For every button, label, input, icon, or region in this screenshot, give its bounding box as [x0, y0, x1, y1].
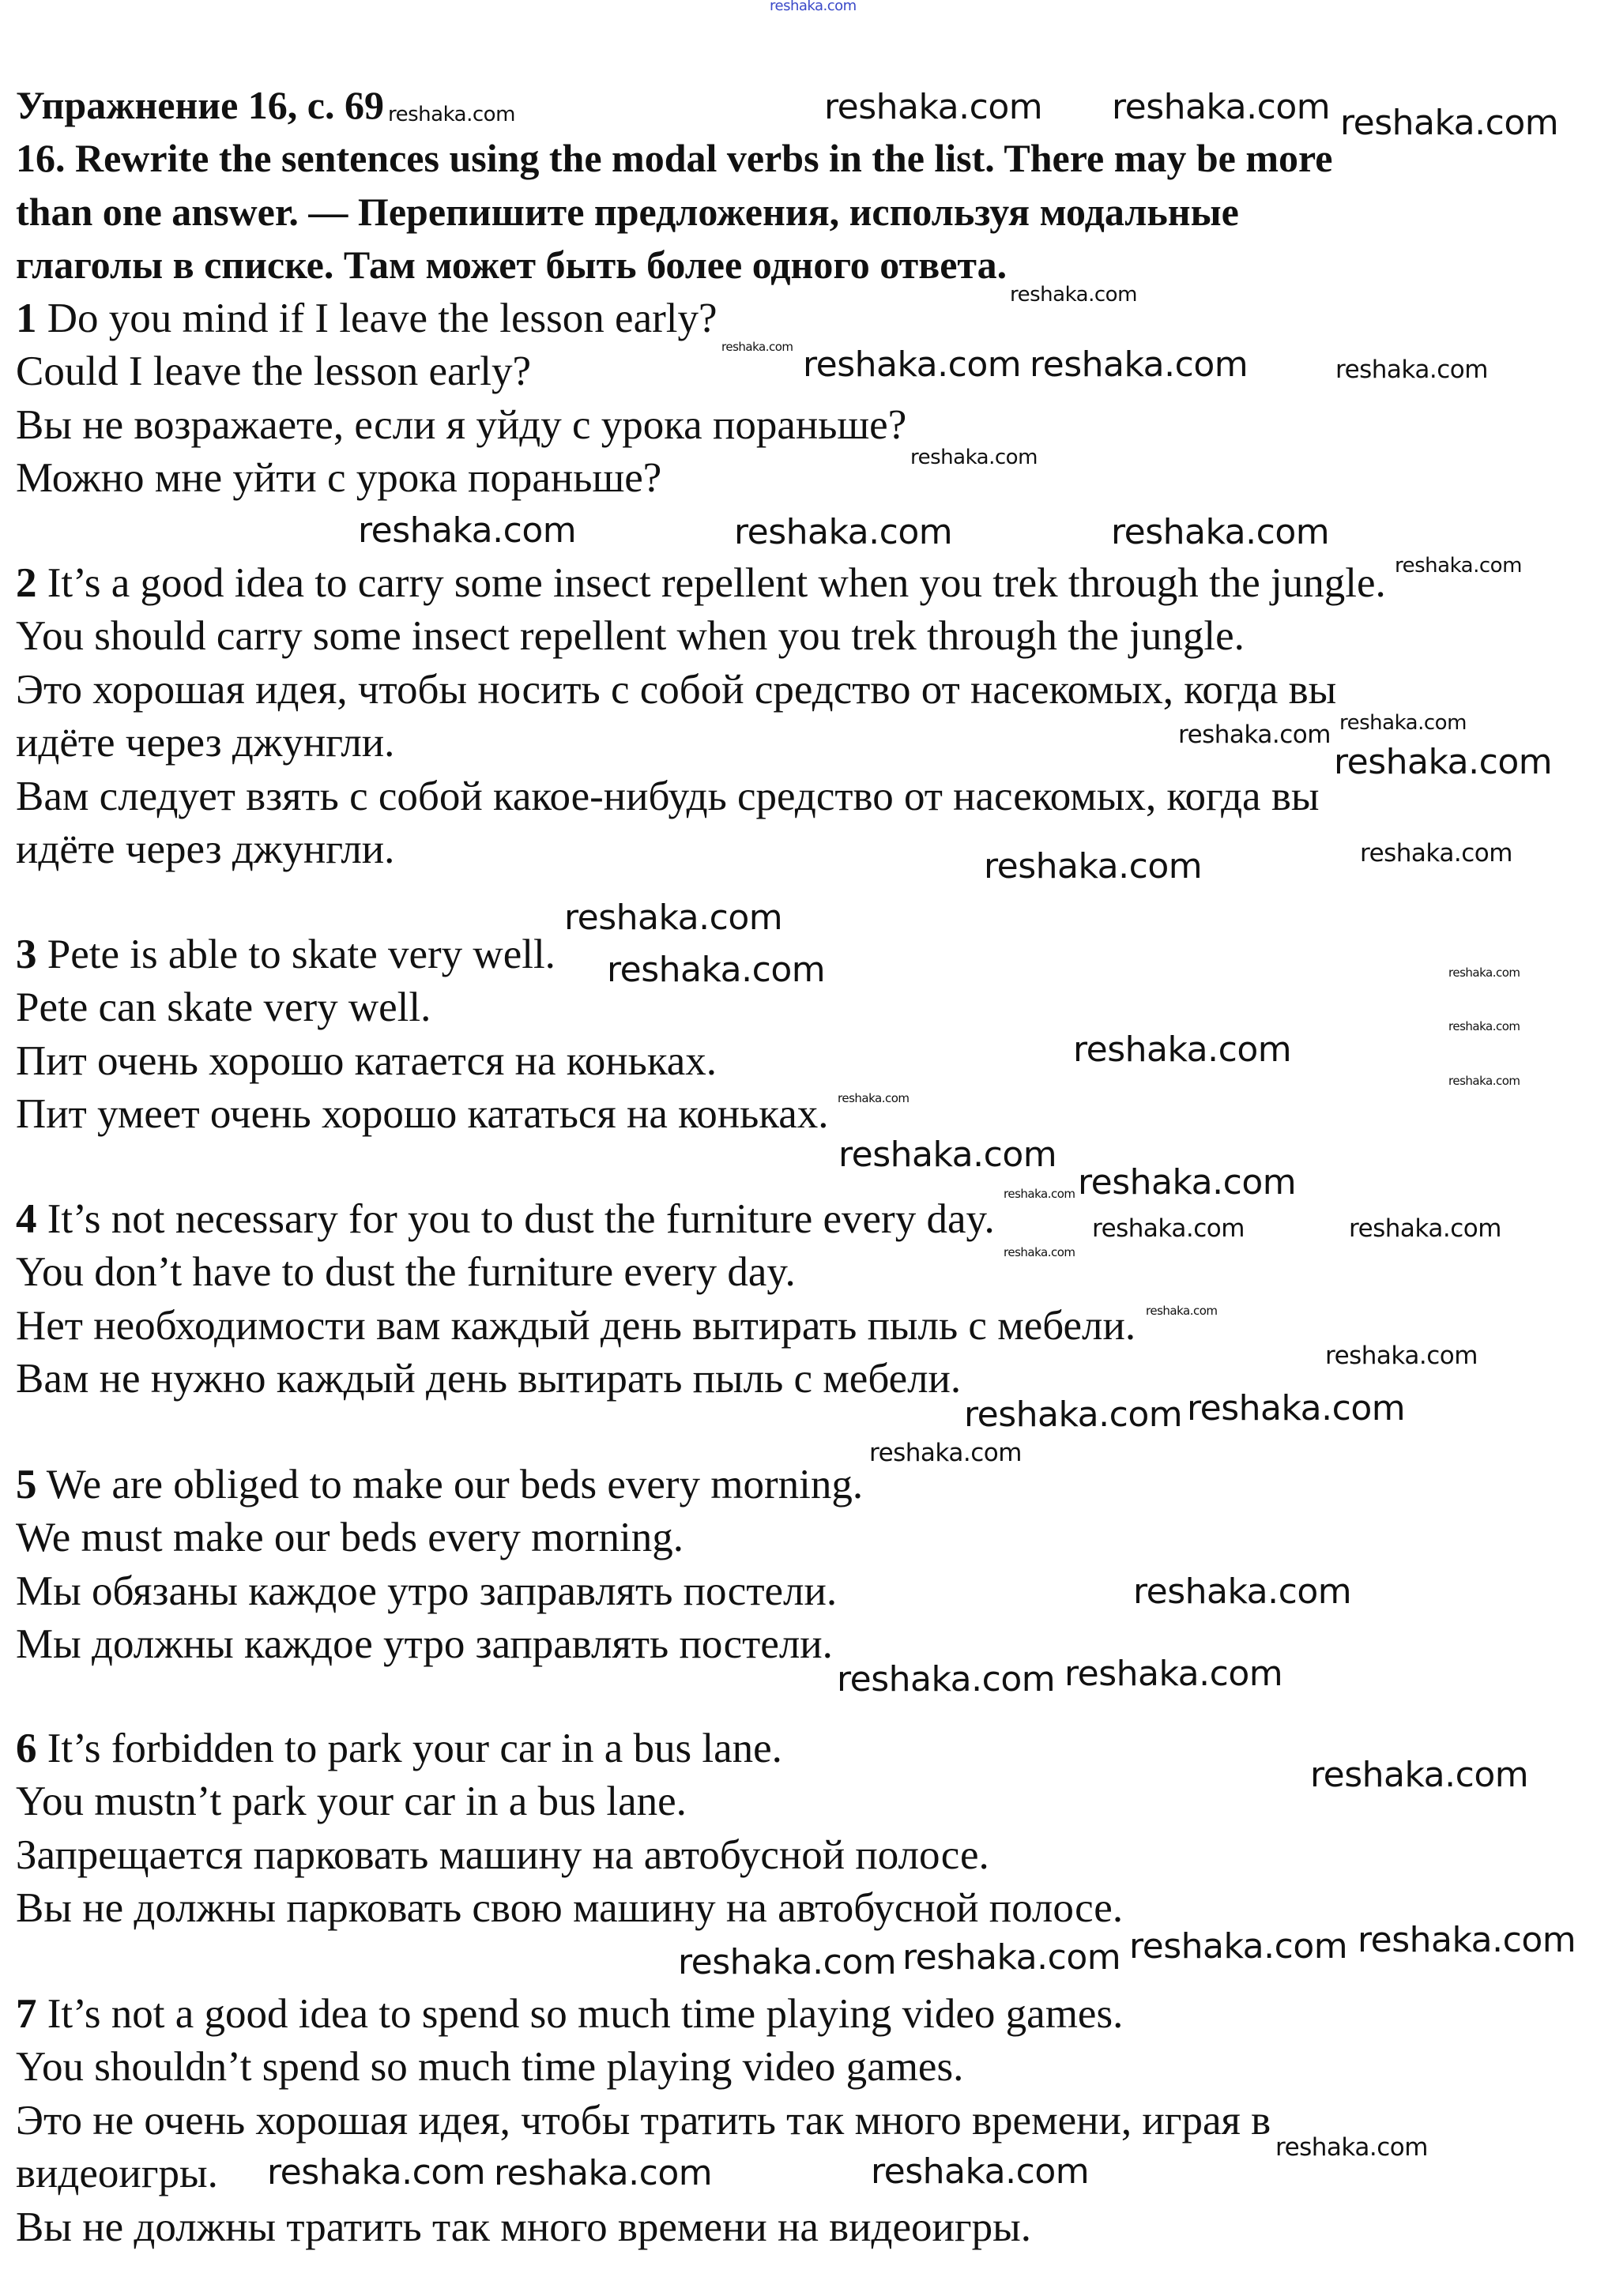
- watermark: reshaka.com: [871, 2151, 1090, 2192]
- item-answer-line: Вы не должны тратить так много времени на видеоигры.: [16, 2204, 1031, 2250]
- item-answer-line: You mustn’t park your car in a bus lane.: [16, 1778, 687, 1825]
- watermark: reshaka.com: [838, 1091, 910, 1105]
- item-number: 7: [16, 1991, 37, 2037]
- watermark: reshaka.com: [964, 1395, 1183, 1435]
- item-answer-line: видеоигры.: [16, 2151, 218, 2197]
- item-sentence: [16, 557, 1386, 610]
- watermark: reshaka.com: [1334, 742, 1553, 782]
- watermark: reshaka.com: [1178, 721, 1331, 749]
- task-line: than one answer. — Перепишите предложения, используя модальные: [16, 189, 1239, 234]
- item-number: 2: [16, 560, 37, 606]
- watermark: reshaka.com: [1064, 1654, 1283, 1694]
- item-sentence: [16, 1193, 995, 1246]
- item-answer-line: You should carry some insect repellent when you trek through the jungle.: [16, 613, 1245, 660]
- watermark: reshaka.com: [1129, 1926, 1348, 1967]
- item-number: 3: [16, 932, 37, 977]
- watermark: reshaka.com: [824, 87, 1043, 127]
- item-sentence: [16, 928, 556, 981]
- item-answer-line: Pete can skate very well.: [16, 984, 431, 1031]
- watermark: reshaka.com: [1187, 1388, 1406, 1428]
- watermark: reshaka.com: [1358, 1920, 1576, 1960]
- item-answer-line: Вы не возражаете, если я уйду с урока пораньше?: [16, 401, 907, 448]
- item-text: We are obliged to make our beds every morning.: [36, 1462, 864, 1507]
- watermark: reshaka.com: [910, 446, 1038, 469]
- watermark: reshaka.com: [838, 1135, 1057, 1175]
- watermark: reshaka.com: [734, 512, 953, 552]
- item-answer-line: You don’t have to dust the furniture every day.: [16, 1249, 796, 1296]
- watermark: reshaka.com: [1112, 87, 1331, 127]
- watermark: reshaka.com: [721, 340, 793, 354]
- item-number: 1: [16, 295, 37, 341]
- watermark: reshaka.com: [388, 103, 515, 126]
- watermark: reshaka.com: [678, 1942, 897, 1982]
- item-answer-line: Это хорошая идея, чтобы носить с собой средство от насекомых, когда вы: [16, 666, 1337, 713]
- watermark: reshaka.com: [1310, 1755, 1529, 1795]
- watermark: reshaka.com: [1004, 1245, 1075, 1259]
- watermark: reshaka.com: [1448, 965, 1520, 980]
- watermark: reshaka.com: [1092, 1214, 1245, 1243]
- watermark: reshaka.com: [837, 1659, 1056, 1699]
- item-sentence: [16, 1722, 782, 1775]
- watermark: reshaka.com: [770, 0, 857, 14]
- watermark: reshaka.com: [1078, 1162, 1297, 1203]
- watermark: reshaka.com: [267, 2152, 486, 2192]
- item-answer-line: Нет необходимости вам каждый день вытирать пыль с мебели.: [16, 1302, 1136, 1349]
- exercise-item: [16, 1459, 1596, 1672]
- watermark: reshaka.com: [1111, 512, 1330, 552]
- task-line: глаголы в списке. Там может быть более одного ответа.: [16, 243, 1008, 288]
- watermark: reshaka.com: [1030, 344, 1249, 385]
- item-sentence: [16, 1459, 863, 1511]
- exercise-title: Упражнение 16, с. 69: [16, 83, 384, 127]
- item-answer-line: Вам не нужно каждый день вытирать пыль с мебели.: [16, 1356, 962, 1402]
- item-number: 4: [16, 1196, 37, 1242]
- item-answer-line: Пит умеет очень хорошо кататься на коньках.: [16, 1091, 829, 1138]
- item-answer-line: Вам следует взять с собой какое-нибудь средство от насекомых, когда вы: [16, 773, 1320, 819]
- item-answer-line: Пит очень хорошо катается на коньках.: [16, 1037, 717, 1084]
- item-text: It’s not necessary for you to dust the furniture every day.: [36, 1196, 995, 1242]
- item-answer-line: Мы обязаны каждое утро заправлять постели.: [16, 1568, 838, 1614]
- item-answer-line: Запрещается парковать машину на автобусной полосе.: [16, 1831, 989, 1878]
- watermark: reshaka.com: [869, 1439, 1022, 1467]
- item-answer-line: You shouldn’t spend so much time playing video games.: [16, 2044, 964, 2091]
- item-number: 6: [16, 1726, 37, 1771]
- item-sentence: [16, 1988, 1123, 2041]
- watermark: reshaka.com: [1275, 2133, 1428, 2162]
- watermark: reshaka.com: [1325, 1342, 1478, 1370]
- watermark: reshaka.com: [1004, 1187, 1075, 1201]
- watermark: reshaka.com: [1073, 1029, 1292, 1070]
- item-sentence: [16, 292, 717, 345]
- item-answer-line: Вы не должны парковать свою машину на автобусной полосе.: [16, 1885, 1124, 1932]
- exercise-item: [16, 1988, 1596, 2254]
- watermark: reshaka.com: [1448, 1019, 1520, 1033]
- item-answer-line: Мы должны каждое утро заправлять постели.: [16, 1621, 833, 1668]
- watermark: reshaka.com: [358, 510, 577, 551]
- watermark: reshaka.com: [1133, 1571, 1352, 1612]
- exercise-item: [16, 292, 1596, 506]
- watermark: reshaka.com: [984, 846, 1203, 886]
- item-text: It’s a good idea to carry some insect repellent when you trek through the jungle.: [36, 560, 1386, 606]
- item-answer-line: Could I leave the lesson early?: [16, 348, 531, 395]
- watermark: reshaka.com: [1349, 1214, 1501, 1243]
- watermark: reshaka.com: [1335, 356, 1488, 384]
- item-answer-line: Можно мне уйти с урока пораньше?: [16, 455, 662, 502]
- item-answer-line: We must make our beds every morning.: [16, 1515, 684, 1561]
- watermark: reshaka.com: [1448, 1074, 1520, 1088]
- item-text: It’s not a good idea to spend so much time playing video games.: [36, 1991, 1124, 2037]
- item-text: It’s forbidden to park your car in a bus lane.: [36, 1726, 782, 1771]
- watermark: reshaka.com: [1339, 711, 1467, 735]
- watermark: reshaka.com: [1395, 554, 1522, 578]
- task-line: 16. Rewrite the sentences using the modal verbs in the list. There may be more: [16, 136, 1333, 181]
- watermark: reshaka.com: [1340, 103, 1559, 143]
- watermark: reshaka.com: [1146, 1304, 1218, 1318]
- item-text: Do you mind if I leave the lesson early?: [36, 295, 717, 341]
- item-answer-line: идёте через джунгли.: [16, 720, 395, 766]
- watermark: reshaka.com: [1010, 283, 1137, 307]
- item-number: 5: [16, 1462, 37, 1507]
- watermark: reshaka.com: [607, 950, 826, 990]
- watermark: reshaka.com: [494, 2153, 713, 2193]
- item-answer-line: идёте через джунгли.: [16, 826, 395, 873]
- watermark: reshaka.com: [564, 898, 783, 938]
- watermark: reshaka.com: [902, 1937, 1121, 1978]
- watermark: reshaka.com: [1360, 839, 1512, 868]
- item-text: Pete is able to skate very well.: [36, 932, 556, 977]
- watermark: reshaka.com: [803, 344, 1022, 385]
- item-answer-line: Это не очень хорошая идея, чтобы тратить так много времени, играя в: [16, 2097, 1271, 2144]
